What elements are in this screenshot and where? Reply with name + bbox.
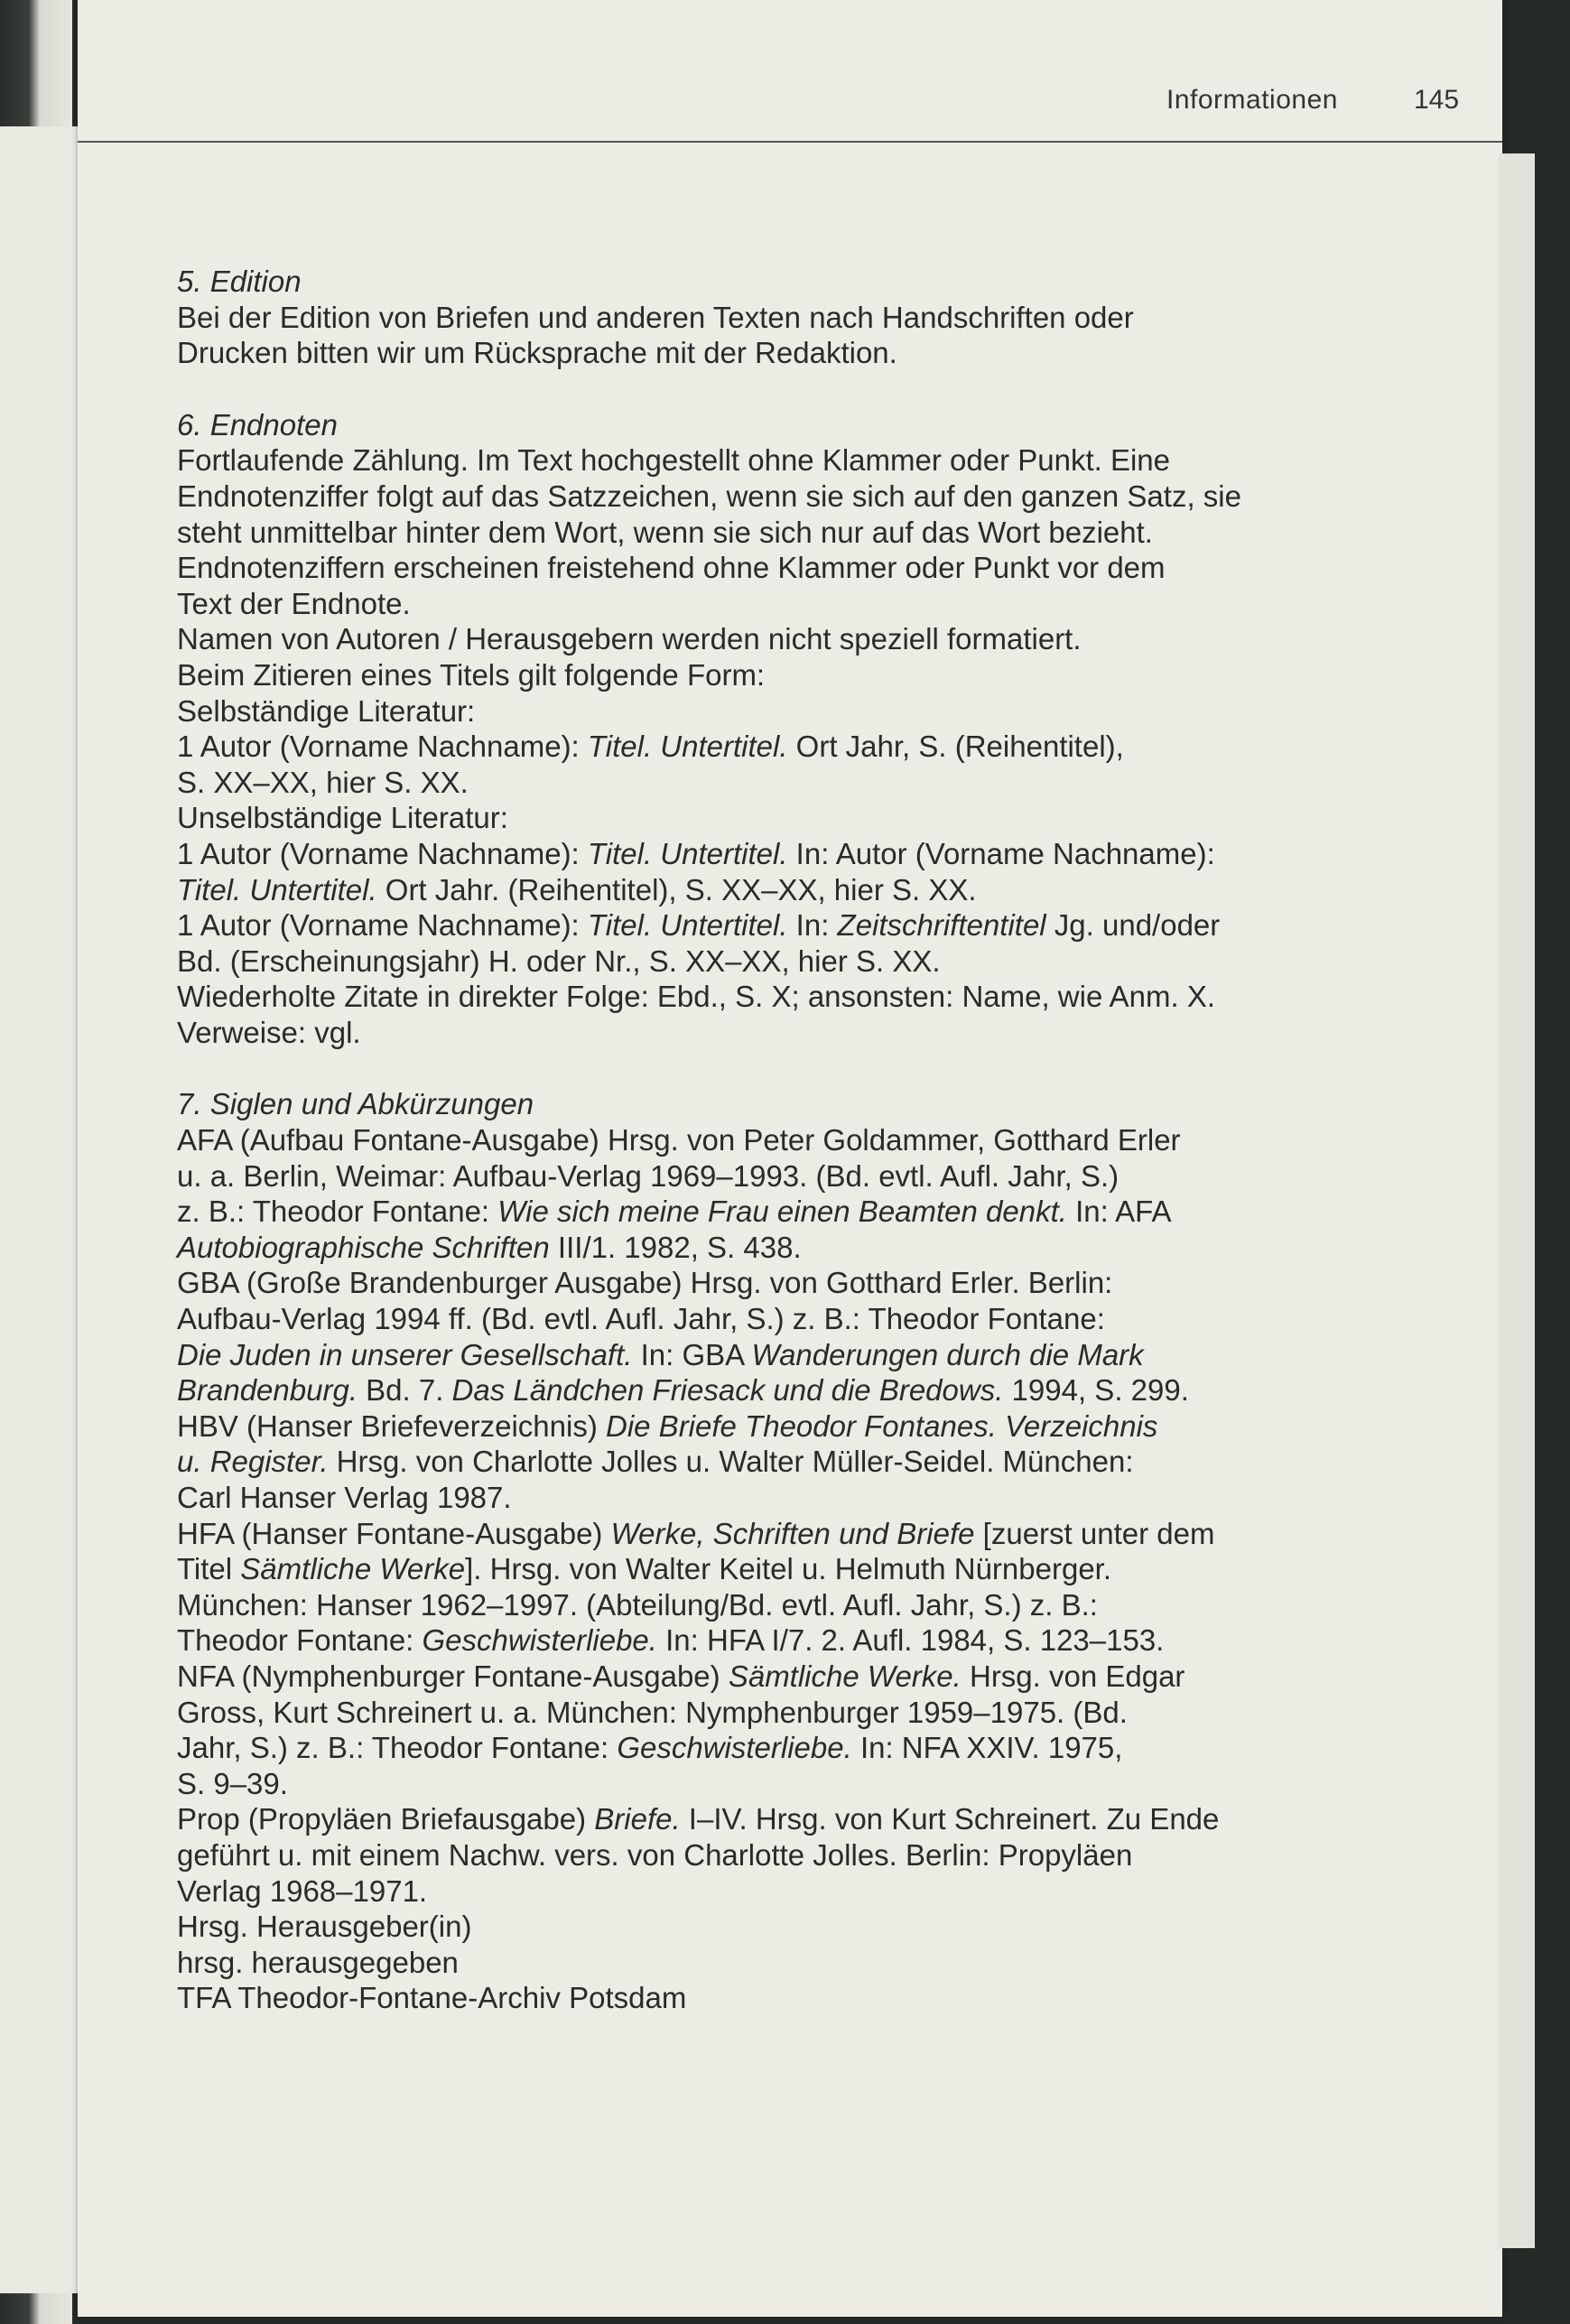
page-number: 145 xyxy=(1414,85,1460,115)
text-line: Beim Zitieren eines Titels gilt folgende Form: xyxy=(177,657,766,692)
page-body xyxy=(177,264,1405,2016)
section-heading: 5. Edition xyxy=(177,265,302,298)
sigle-entry-gba: GBA (Große Brandenburger Ausgabe) Hrsg. von Gotthard Erler. Berlin: Aufbau-Verlag 1994 ff. (Bd. evtl. Aufl. Jahr, S.) z. B.: Theodor Fontane: Die Juden in unserer Gesellschaft. In: GBA Wanderungen durch die Mark Brandenburg. Bd. 7. Das Ländchen Friesack und die Bredows. 1994, S. 299. xyxy=(177,1266,1189,1408)
sigle-entry-hbv: HBV (Hanser Briefeverzeichnis) Die Briefe Theodor Fontanes. Verzeichnis u. Register. Hrsg. von Charlotte Jolles u. Walter Müller-Seidel. München: Carl Hanser Verlag 1987. xyxy=(177,1408,1158,1514)
text-line: Namen von Autoren / Herausgebern werden nicht speziell formatiert. xyxy=(177,622,1082,656)
section-siglen xyxy=(177,1086,1405,2015)
section-endnoten xyxy=(177,407,1405,1051)
text-line: steht unmittelbar hinter dem Wort, wenn sie sich nur auf das Wort bezieht. xyxy=(177,515,1153,549)
text-line: Unselbständige Literatur: xyxy=(177,801,508,835)
section-heading: 7. Siglen und Abkürzungen xyxy=(177,1087,534,1121)
book-page xyxy=(78,0,1502,2317)
sigle-entry-afa: AFA (Aufbau Fontane-Ausgabe) Hrsg. von Peter Goldammer, Gotthard Erler u. a. Berlin, Weimar: Aufbau-Verlag 1969–1993. (Bd. evtl. Aufl. Jahr, S.) z. B.: Theodor Fontane: Wie sich meine Frau einen Beamten denkt. In: AFA Autobiographische Schriften III/1. 1982, S. 438. xyxy=(177,1123,1181,1264)
page-stack-edge xyxy=(1499,153,1535,2248)
sigle-entry-nfa: NFA (Nymphenburger Fontane-Ausgabe) Sämtliche Werke. Hrsg. von Edgar Gross, Kurt Schreinert u. a. München: Nymphenburger 1959–1975. (Bd. Jahr, S.) z. B.: Theodor Fontane: Geschwisterliebe. In: NFA XXIV. 1975, S. 9–39. xyxy=(177,1659,1185,1800)
abbreviation-line: Hrsg. Herausgeber(in) xyxy=(177,1910,472,1944)
header-rule xyxy=(78,141,1502,143)
citation-form-line: S. XX–XX, hier S. XX. xyxy=(177,765,469,799)
section-heading: 6. Endnoten xyxy=(177,407,338,442)
text-line: Text der Endnote. xyxy=(177,586,411,620)
citation-form-line: 1 Autor (Vorname Nachname): Titel. Untertitel. In: Autor (Vorname Nachname): xyxy=(177,836,1215,870)
text-line: Selbständige Literatur: xyxy=(177,693,476,728)
header-title: Informationen xyxy=(1166,85,1338,115)
abbreviation-line: TFA Theodor-Fontane-Archiv Potsdam xyxy=(177,1981,687,2015)
citation-form-line: 1 Autor (Vorname Nachname): Titel. Untertitel. In: Zeitschriftentitel Jg. und/oder xyxy=(177,908,1221,943)
sigle-entry-prop: Prop (Propyläen Briefausgabe) Briefe. I–IV. Hrsg. von Kurt Schreinert. Zu Ende geführt u. mit einem Nachw. vers. von Charlotte Jolles. Berlin: Propyläen Verlag 1968–1971. xyxy=(177,1802,1220,1908)
section-edition xyxy=(177,264,1405,371)
citation-form-line: Titel. Untertitel. Ort Jahr. (Reihentitel), S. XX–XX, hier S. XX. xyxy=(177,872,977,906)
text-line: Fortlaufende Zählung. Im Text hochgestellt ohne Klammer oder Punkt. Eine xyxy=(177,443,1171,478)
abbreviation-line: hrsg. herausgegeben xyxy=(177,1945,459,1979)
citation-form-line: 1 Autor (Vorname Nachname): Titel. Untertitel. Ort Jahr, S. (Reihentitel), xyxy=(177,730,1124,764)
citation-form-line: Bd. (Erscheinungsjahr) H. oder Nr., S. XX–XX, hier S. XX. xyxy=(177,944,941,978)
sigle-entry-hfa: HFA (Hanser Fontane-Ausgabe) Werke, Schriften und Briefe [zuerst unter dem Titel Sämtliche Werke]. Hrsg. von Walter Keitel u. Helmuth Nürnberger. München: Hanser 1962–1997. (Abteilung/Bd. evtl. Aufl. Jahr, S.) z. B.: Theodor Fontane: Geschwisterliebe. In: HFA I/7. 2. Aufl. 1984, S. 123–153. xyxy=(177,1516,1215,1658)
text-line: Drucken bitten wir um Rücksprache mit der Redaktion. xyxy=(177,336,897,370)
text-line: Endnotenziffer folgt auf das Satzzeichen, wenn sie sich auf den ganzen Satz, sie xyxy=(177,479,1241,513)
text-line: Bei der Edition von Briefen und anderen Texten nach Handschriften oder xyxy=(177,300,1134,334)
text-line: Wiederholte Zitate in direkter Folge: Ebd., S. X; ansonsten: Name, wie Anm. X. xyxy=(177,980,1216,1014)
text-line: Endnotenziffern erscheinen freistehend ohne Klammer oder Punkt vor dem xyxy=(177,551,1166,585)
running-header xyxy=(78,76,1502,130)
text-line: Verweise: vgl. xyxy=(177,1015,361,1049)
